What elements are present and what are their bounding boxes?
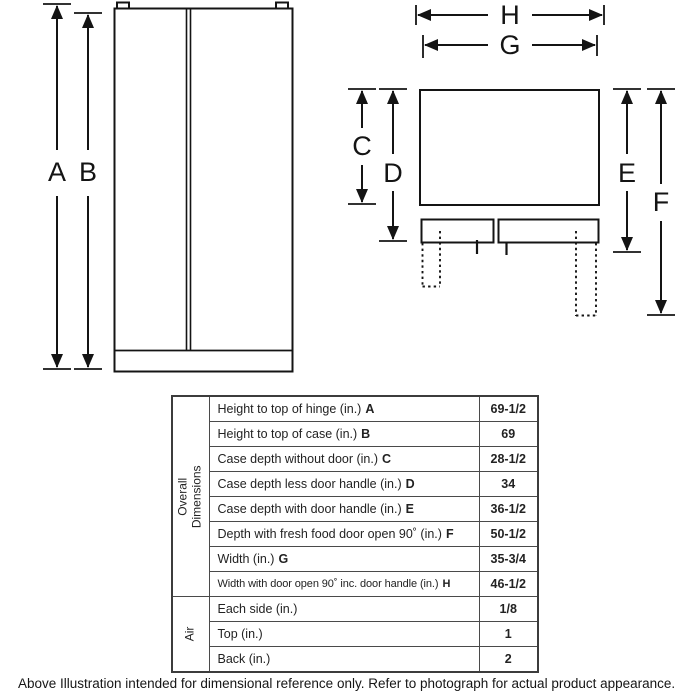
dim-label-e: E [617,158,637,188]
table-row [172,522,538,547]
dimension-value: 34 [479,472,538,497]
dimension-value: 69-1/2 [479,396,538,422]
dim-label-d: D [383,158,403,188]
dim-d [379,89,407,241]
table-row [172,447,538,472]
hinge-cap-right [276,3,288,9]
dim-label-f: F [652,187,670,217]
group-label-line: Dimensions [189,465,204,528]
dim-e [613,89,641,252]
dimension-value: 46-1/2 [479,572,538,597]
dim-label-c: C [352,131,372,161]
dimension-description: Each side (in.) [209,597,479,622]
front-view [115,3,293,372]
dimension-value: 1 [479,622,538,647]
dimension-description: Height to top of case (in.) B [209,422,479,447]
dimension-description: Top (in.) [209,622,479,647]
row-group-air [172,597,209,673]
table-row [172,497,538,522]
refrigerator-case-front [115,9,293,372]
disclaimer-note: Above Illustration intended for dimensional reference only. Refer to photograph for actual product appearance. [18,676,676,691]
top-view [420,90,599,316]
hinge-cap-left [117,3,129,9]
dimension-value: 1/8 [479,597,538,622]
dimension-description: Depth with fresh food door open 90˚ (in.) F [209,522,479,547]
table-row [172,597,538,622]
dim-a [43,4,71,369]
dim-label-g: G [499,30,521,60]
table-row [172,422,538,447]
open-door-outline-right [576,231,596,316]
dim-label-a: A [47,157,67,187]
dimension-description: Width with door open 90˚ inc. door handle (in.) H [209,572,479,597]
refrigerator-case-top [420,90,599,205]
row-group-overall-dimensions [172,396,209,597]
dim-g [423,30,597,60]
dim-label-h: H [500,0,520,30]
group-label-line: Air [182,626,197,642]
table-row [172,547,538,572]
dimension-description: Width (in.) G [209,547,479,572]
dim-f [647,89,675,315]
group-label-line: Overall [175,477,190,516]
dimension-description: Height to top of hinge (in.) A [209,396,479,422]
table-row [172,396,538,422]
dimension-value: 35-3/4 [479,547,538,572]
dim-b [74,13,102,369]
dim-h [416,0,604,30]
dimension-value: 28-1/2 [479,447,538,472]
dimensions-table [171,395,539,673]
door-right-top-view [499,220,599,243]
dim-c [348,89,376,204]
table-row [172,472,538,497]
table-row [172,572,538,597]
dim-label-b: B [78,157,98,187]
dimension-description: Case depth without door (in.) C [209,447,479,472]
dimension-value: 36-1/2 [479,497,538,522]
dimension-description: Case depth less door handle (in.) D [209,472,479,497]
open-door-outline-left [423,231,441,287]
dimension-value: 2 [479,647,538,673]
door-left-top-view [422,220,494,243]
table-row [172,622,538,647]
dimension-description: Case depth with door handle (in.) E [209,497,479,522]
table-row [172,647,538,673]
dimension-value: 69 [479,422,538,447]
dimension-description: Back (in.) [209,647,479,673]
dimension-value: 50-1/2 [479,522,538,547]
